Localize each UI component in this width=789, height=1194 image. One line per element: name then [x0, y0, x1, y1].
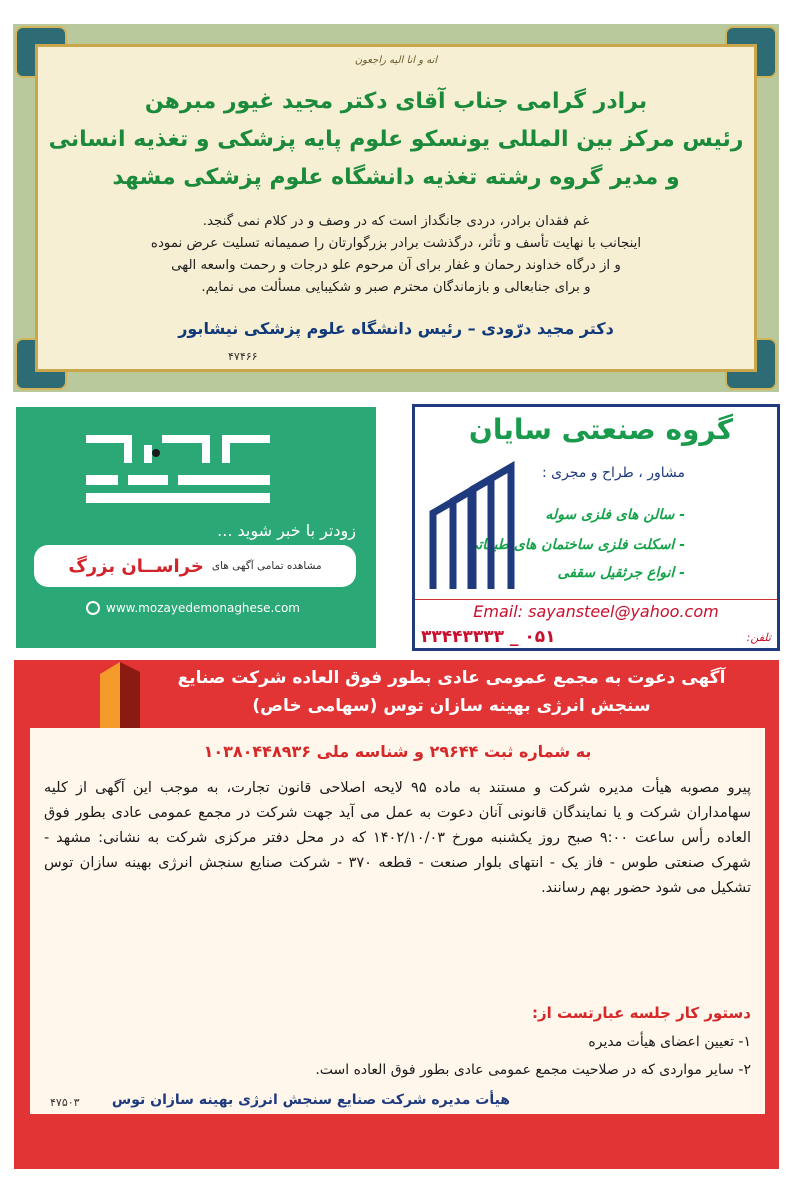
logo: [86, 435, 286, 515]
pill-caption: مشاهده تمامی آگهی های: [211, 560, 322, 572]
globe-icon: [86, 601, 100, 615]
ad-number: ۴۷۴۶۶: [228, 350, 258, 363]
view-all-ads-banner[interactable]: [34, 545, 356, 587]
company-title: گروه صنعتی سایان: [468, 413, 734, 446]
email-address[interactable]: Email: sayansteel@yahoo.com: [415, 599, 777, 621]
board-signature: هیأت مدیره شرکت صنایع سنجش انرژی بهینه سازان توس: [111, 1092, 510, 1108]
building-icon: [425, 461, 515, 591]
company-subtitle: مشاور ، طراح و مجری :: [541, 465, 685, 481]
service-item: - اسکلت فلزی ساختمان های طبقاتی: [466, 537, 685, 553]
registration-line: به شماره ثبت ۲۹۶۴۴ و شناسه ملی ۱۰۳۸۰۴۴۸۹۳۶: [203, 742, 592, 761]
condolence-ad: [13, 24, 779, 392]
condolence-title-line: رئیس مرکز بین المللی یونسکو علوم پایه پزشکی و تغذیه انسانی: [48, 127, 744, 152]
condolence-body-line: و از درگاه خداوند رحمان و غفار برای آن مرحوم علو درجات و رحمت واسعه الهی: [171, 258, 621, 273]
phone-row: [421, 627, 771, 647]
condolence-title-line: برادر گرامی جناب آقای دکتر مجید غیور مبرهن: [144, 89, 648, 114]
notice-title-line: سنجش انرژی بهینه سازان توس (سهامی خاص): [252, 696, 651, 716]
notice-paragraph: پیرو مصوبه هیأت مدیره شرکت و مستند به ماده ۹۵ لایحه اصلاحی قانون تجارت، به موجب این آگهی از کلیه سهامداران شرکت و یا نمایندگان قانونی آنان دعوت به عمل می آید جهت شرکت در مجمع عمومی عادی بطور فوق العاده رأس ساعت ۹:۰۰ صبح روز یکشنبه مورخ ۱۴۰۲/۱۰/۰۳ که در محل دفتر مرکزی شرکت به نشانی: مشهد - شهرک صنعتی طوس - فاز یک - انتهای بلوار صنعت - قطعه ۳۷۰ - شرکت صنایع سنجش انرژی بهینه سازان توس تشکیل می شود حضور بهم رسانند.: [44, 780, 751, 896]
mozayede-ad[interactable]: [16, 407, 376, 648]
phone-label: تلفن:: [746, 630, 771, 644]
agenda-title: دستور کار جلسه عبارتست از:: [532, 1004, 751, 1022]
tagline: زودتر با خبر شوید ...: [217, 521, 356, 540]
agenda-item: ۲- سایر مواردی که در صلاحیت مجمع عمومی عادی بطور فوق العاده است.: [315, 1062, 751, 1078]
assembly-notice-ad: [14, 660, 779, 1169]
service-item: - سالن های فلزی سوله: [545, 507, 685, 523]
sayan-ad: [412, 404, 780, 651]
website-url: www.mozayedemonaghese.com: [106, 601, 300, 615]
website-link[interactable]: [86, 601, 300, 615]
pill-region: خراســان بزرگ: [68, 555, 204, 577]
service-item: - انواع جرثقیل سقفی: [557, 565, 685, 581]
condolence-body-line: و برای جنابعالی و بازماندگان محترم صبر و شکیبایی مسألت می نمایم.: [201, 280, 591, 295]
condolence-body-line: غم فقدان برادر، دردی جانگداز است که در وصف و در کلام نمی گنجد.: [202, 214, 590, 229]
condolence-frame: [35, 44, 757, 372]
notice-title-line: آگهی دعوت به مجمع عمومی عادی بطور فوق العاده شرکت صنایع: [177, 668, 726, 688]
phone-number[interactable]: ۰۵۱ _ ۳۳۴۴۳۳۳۳: [421, 627, 556, 647]
condolence-signature: دکتر مجید درّودی – رئیس دانشگاه علوم پزشکی نیشابور: [178, 319, 614, 338]
invocation: انه و انا اليه راجعون: [354, 55, 438, 66]
notice-body: [30, 728, 765, 1114]
condolence-title-line: و مدیر گروه رشته تغذیه دانشگاه علوم پزشکی مشهد: [112, 165, 680, 190]
agenda-item: ۱- تعیین اعضای هیأت مدیره: [588, 1034, 751, 1050]
ad-number: ۴۷۵۰۳: [50, 1096, 80, 1109]
condolence-body-line: اینجانب با نهایت تأسف و تأثر، درگذشت برادر بزرگوارتان را صمیمانه تسلیت عرض نموده: [150, 236, 642, 251]
